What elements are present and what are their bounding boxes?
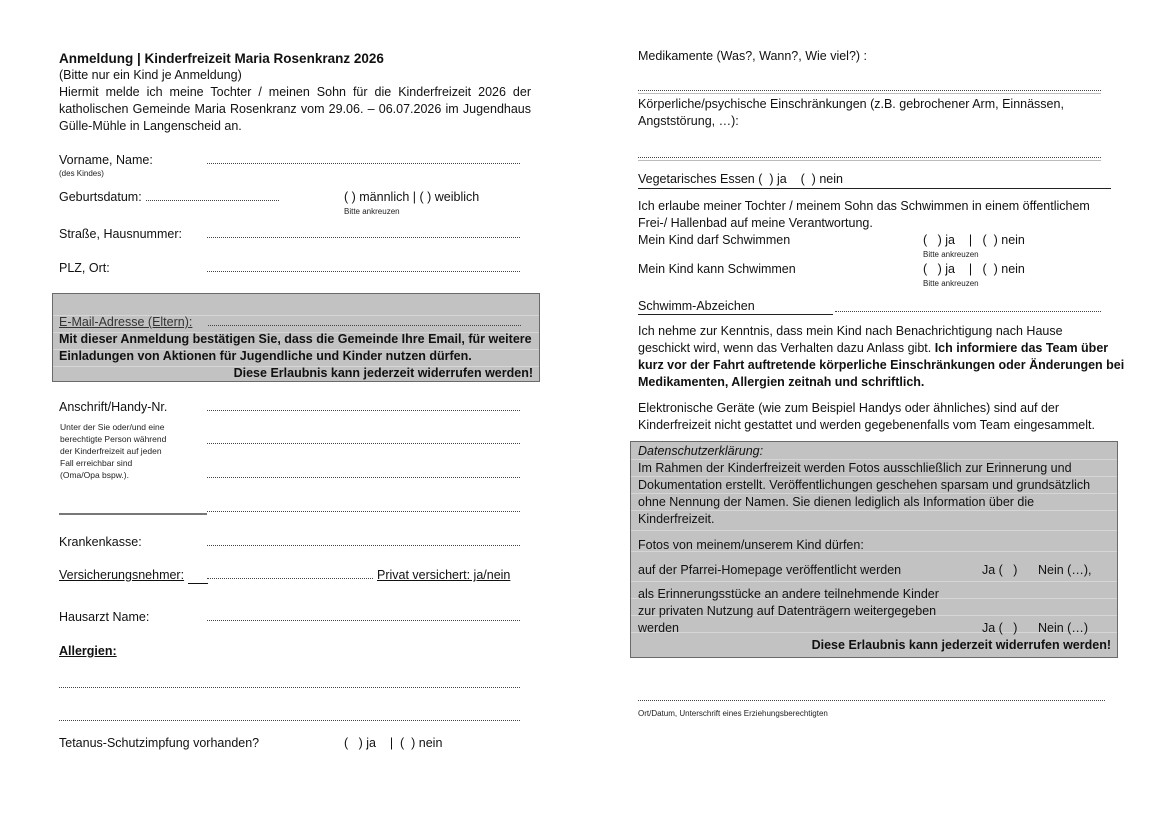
- notice-line-2: geschickt wird, wenn das Verhalten dazu Anlass gibt. Ich informiere das Team über: [638, 341, 1109, 355]
- notice-line-3: kurz vor der Fahrt auftretende körperliche Einschränkungen oder Änderungen bei: [638, 358, 1125, 372]
- private-insured-option[interactable]: Privat versichert: ja/nein: [377, 568, 511, 582]
- zip-city-label: PLZ, Ort:: [59, 261, 110, 275]
- zip-city-field[interactable]: [207, 271, 520, 272]
- street-label: Straße, Hausnummer:: [59, 227, 182, 241]
- notice-line-1: Ich nehme zur Kenntnis, dass mein Kind nach Benachrichtigung nach Hause: [638, 324, 1063, 338]
- contact-label: Anschrift/Handy-Nr.: [59, 400, 168, 414]
- souvenir-line-1: als Erinnerungsstücke an andere teilnehmende Kinder: [638, 587, 939, 601]
- swim-intro-line-2: Frei-/ Hallenbad auf meine Verantwortung.: [638, 216, 873, 230]
- limitations-line-1: Körperliche/psychische Einschränkungen (z.B. gebrochener Arm, Einnässen,: [638, 97, 1064, 111]
- name-hint: (des Kindes): [59, 169, 104, 178]
- intro-line-2: katholischen Gemeinde Maria Rosenkranz vom 29.06. – 06.07.2026 im Jugendhaus: [59, 102, 531, 116]
- form-title: Anmeldung | Kinderfreizeit Maria Rosenkranz 2026: [59, 51, 384, 66]
- vegetarian-separator: [638, 188, 1111, 189]
- souvenir-line-3: werden: [638, 621, 679, 635]
- souvenir-yes-option[interactable]: Ja ( ): [982, 621, 1018, 635]
- birthdate-field[interactable]: [146, 200, 279, 201]
- name-label: Vorname, Name:: [59, 153, 153, 167]
- gender-options[interactable]: ( ) männlich | ( ) weiblich: [344, 190, 480, 204]
- contact-separator: [59, 513, 207, 515]
- homepage-label: auf der Pfarrei-Homepage veröffentlicht werden: [638, 563, 902, 577]
- intro-line-3: Gülle-Mühle in Langenscheid an.: [59, 119, 242, 133]
- souvenir-line-2: zur privaten Nutzung auf Datenträgern weitergegeben: [638, 604, 937, 618]
- swim-intro-line-1: Ich erlaube meiner Tochter / meinem Sohn das Schwimmen in einem öffentlichem: [638, 199, 1090, 213]
- can-swim-options[interactable]: ( ) ja | ( ) nein: [923, 262, 1025, 276]
- limitations-field[interactable]: [638, 157, 1101, 158]
- medication-label: Medikamente (Was?, Wann?, Wie viel?) :: [638, 49, 868, 63]
- can-swim-hint: Bitte ankreuzen: [923, 279, 979, 288]
- privacy-line-4: Kinderfreizeit.: [638, 512, 715, 526]
- swim-badge-field[interactable]: [835, 311, 1101, 312]
- may-swim-hint: Bitte ankreuzen: [923, 250, 979, 259]
- gender-hint: Bitte ankreuzen: [344, 207, 400, 216]
- contact-field-3[interactable]: [207, 477, 520, 478]
- email-label: E-Mail-Adresse (Eltern):: [59, 315, 193, 329]
- signature-caption: Ort/Datum, Unterschrift eines Erziehungsberechtigten: [638, 709, 828, 718]
- street-field[interactable]: [207, 237, 520, 238]
- privacy-revoke-note: Diese Erlaubnis kann jederzeit widerrufen werden!: [811, 638, 1111, 652]
- privacy-box: [630, 441, 1118, 658]
- email-consent-line-2: Einladungen von Aktionen für Jugendliche und Kinder nutzen dürfen.: [59, 349, 472, 363]
- contact-field-4[interactable]: [207, 511, 520, 512]
- photos-intro: Fotos von meinem/unserem Kind dürfen:: [638, 538, 864, 552]
- tetanus-label: Tetanus-Schutzimpfung vorhanden?: [59, 736, 260, 750]
- name-field[interactable]: [207, 163, 520, 164]
- allergies-label: Allergien:: [59, 644, 117, 658]
- notice-line-4: Medikamenten, Allergien zeitnah und schriftlich.: [638, 375, 925, 389]
- policyholder-underline: [188, 583, 208, 584]
- medication-field[interactable]: [638, 90, 1101, 91]
- can-swim-label: Mein Kind kann Schwimmen: [638, 262, 796, 276]
- swim-badge-label: Schwimm-Abzeichen: [638, 299, 755, 313]
- doctor-label: Hausarzt Name:: [59, 610, 150, 624]
- contact-hint: Unter der Sie oder/und eine berechtigte Person während der Kinderfreizeit auf jeden Fall erreichbar sind (Oma/Opa bspw.).: [60, 422, 167, 480]
- devices-line-1: Elektronische Geräte (wie zum Beispiel Handys oder ähnliches) sind auf der: [638, 401, 1060, 415]
- doctor-field[interactable]: [207, 620, 520, 621]
- email-consent-line-1: Mit dieser Anmeldung bestätigen Sie, dass die Gemeinde Ihre Email, für weitere: [59, 332, 532, 346]
- privacy-line-1: Im Rahmen der Kinderfreizeit werden Fotos ausschließlich zur Erinnerung und: [638, 461, 1072, 475]
- policyholder-label: Versicherungsnehmer:: [59, 568, 185, 582]
- devices-line-2: Kinderfreizeit nicht gestattet und werden gegebenenfalls vom Team eingesammelt.: [638, 418, 1095, 432]
- privacy-heading: Datenschutzerklärung:: [638, 444, 764, 458]
- email-revoke-note: Diese Erlaubnis kann jederzeit widerrufen werden!: [233, 366, 533, 380]
- limitations-line-2: Angststörung, …):: [638, 114, 739, 128]
- may-swim-options[interactable]: ( ) ja | ( ) nein: [923, 233, 1025, 247]
- signature-field[interactable]: [638, 700, 1105, 701]
- limitations-underline: [638, 160, 1101, 161]
- allergies-field-2[interactable]: [59, 720, 520, 721]
- allergies-field-1[interactable]: [59, 687, 520, 688]
- swim-badge-underline: [638, 314, 833, 315]
- privacy-line-3: ohne Nennung der Namen. Sie dienen lediglich als Information über die: [638, 495, 1035, 509]
- insurance-field[interactable]: [207, 545, 520, 546]
- insurance-label: Krankenkasse:: [59, 535, 142, 549]
- contact-field-2[interactable]: [207, 443, 520, 444]
- homepage-yes-option[interactable]: Ja ( ): [982, 563, 1018, 577]
- email-consent-box: [52, 293, 540, 382]
- email-field[interactable]: [208, 325, 521, 326]
- may-swim-label: Mein Kind darf Schwimmen: [638, 233, 791, 247]
- tetanus-options[interactable]: ( ) ja | ( ) nein: [344, 736, 443, 750]
- medication-underline: [638, 93, 1101, 94]
- homepage-no-option[interactable]: Nein (…),: [1038, 563, 1092, 577]
- form-subtitle: (Bitte nur ein Kind je Anmeldung): [59, 68, 242, 82]
- privacy-line-2: Dokumentation erstellt. Veröffentlichungen geschehen sparsam und grundsätzlich: [638, 478, 1091, 492]
- souvenir-no-option[interactable]: Nein (…): [1038, 621, 1089, 635]
- contact-field-1[interactable]: [207, 410, 520, 411]
- intro-line-1: Hiermit melde ich meine Tochter / meinen Sohn für die Kinderfreizeit 2026 der: [59, 85, 531, 99]
- birthdate-label: Geburtsdatum:: [59, 190, 142, 204]
- policyholder-field[interactable]: [207, 578, 373, 579]
- vegetarian-options[interactable]: Vegetarisches Essen ( ) ja ( ) nein: [638, 172, 843, 186]
